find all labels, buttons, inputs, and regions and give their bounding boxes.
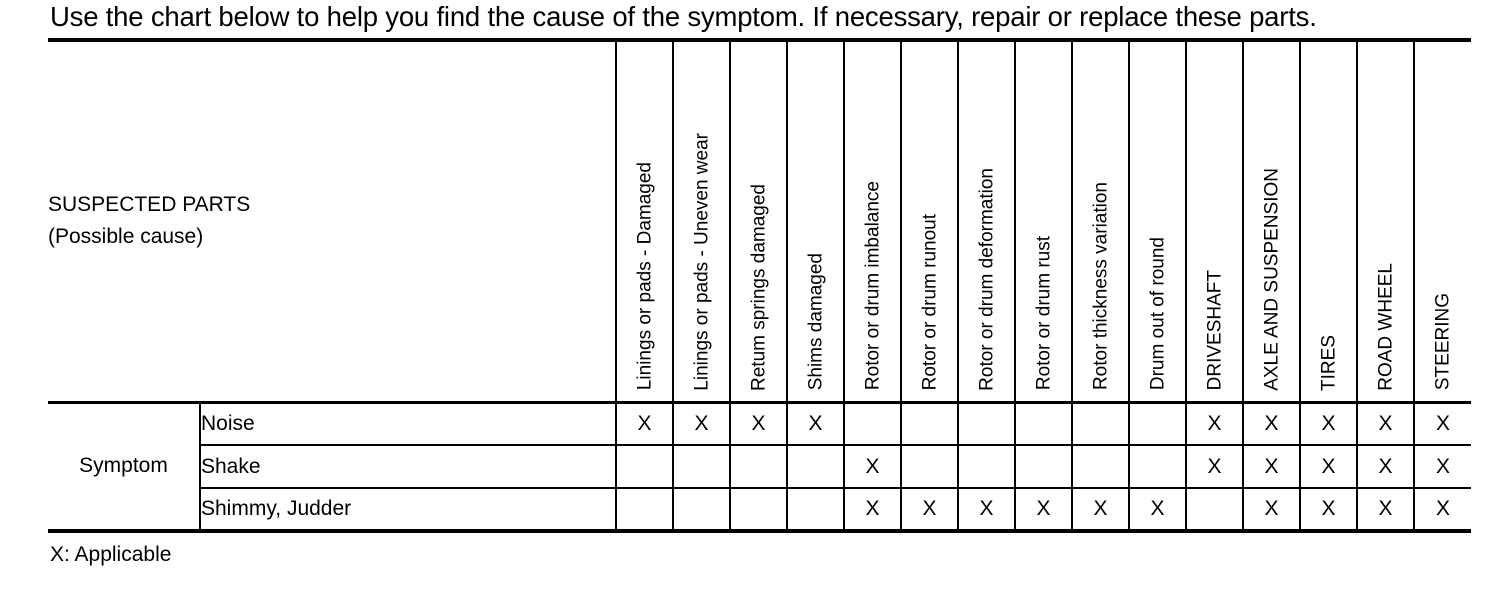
applicable-mark-cell: [844, 402, 901, 445]
suspected-parts-header: [48, 40, 616, 402]
applicable-mark-cell: X: [958, 488, 1015, 531]
applicable-mark-cell: X: [787, 402, 844, 445]
legend-note: X: Applicable: [50, 543, 172, 566]
applicable-mark-cell: [616, 445, 673, 488]
symptom-label: Noise: [200, 402, 616, 445]
table-row: [48, 402, 1471, 445]
applicable-mark-cell: X: [1186, 445, 1243, 488]
part-column-header: [673, 40, 730, 402]
applicable-mark-cell: X: [730, 402, 787, 445]
applicable-mark-cell: [730, 445, 787, 488]
applicable-mark-cell: [673, 445, 730, 488]
table-row: [48, 488, 1471, 531]
applicable-mark-cell: [787, 445, 844, 488]
part-column-header: [1357, 40, 1414, 402]
part-label: Drum out of round: [1147, 237, 1168, 391]
part-column-header: [958, 40, 1015, 402]
applicable-mark-cell: X: [1186, 402, 1243, 445]
part-column-header: [1243, 40, 1300, 402]
table-header-row: [48, 40, 1471, 402]
applicable-mark-cell: X: [1243, 488, 1300, 531]
page-title: Use the chart below to help you find the cause of the symptom. If necessary, repair or replace these parts.: [50, 1, 1317, 32]
symptom-label: Shimmy, Judder: [200, 488, 616, 531]
part-column-header: [1072, 40, 1129, 402]
applicable-mark-cell: [1072, 402, 1129, 445]
part-label: Rotor or drum deformation: [976, 167, 997, 391]
applicable-mark-cell: X: [1300, 402, 1357, 445]
applicable-mark-cell: X: [1129, 488, 1186, 531]
applicable-mark-cell: X: [1357, 402, 1414, 445]
applicable-mark-cell: [958, 445, 1015, 488]
part-column-header: [1186, 40, 1243, 402]
table-row: [48, 445, 1471, 488]
part-column-header: [1129, 40, 1186, 402]
part-label: Shims damaged: [805, 253, 826, 391]
applicable-mark-cell: X: [616, 402, 673, 445]
part-column-header: [844, 40, 901, 402]
applicable-mark-cell: X: [1243, 402, 1300, 445]
part-column-header: [730, 40, 787, 402]
part-label: DRIVESHAFT: [1204, 270, 1225, 391]
applicable-mark-cell: [1015, 445, 1072, 488]
applicable-mark-cell: [787, 488, 844, 531]
applicable-mark-cell: [1129, 402, 1186, 445]
applicable-mark-cell: X: [673, 402, 730, 445]
applicable-mark-cell: X: [1300, 445, 1357, 488]
part-column-header: [1015, 40, 1072, 402]
applicable-mark-cell: X: [1072, 488, 1129, 531]
part-label: Linings or pads - Uneven wear: [691, 132, 712, 391]
applicable-mark-cell: [901, 402, 958, 445]
part-label: AXLE AND SUSPENSION: [1261, 167, 1282, 391]
suspected-parts-label: SUSPECTED PARTS: [48, 193, 251, 217]
part-label: Linings or pads - Damaged: [634, 162, 655, 391]
applicable-mark-cell: X: [1414, 445, 1471, 488]
applicable-mark-cell: X: [1243, 445, 1300, 488]
applicable-mark-cell: [673, 488, 730, 531]
applicable-mark-cell: [1186, 488, 1243, 531]
applicable-mark-cell: X: [901, 488, 958, 531]
part-label: TIRES: [1318, 334, 1339, 391]
applicable-mark-cell: [1129, 445, 1186, 488]
applicable-mark-cell: X: [1414, 402, 1471, 445]
applicable-mark-cell: X: [1357, 488, 1414, 531]
applicable-mark-cell: [730, 488, 787, 531]
applicable-mark-cell: [901, 445, 958, 488]
symptom-label: Shake: [200, 445, 616, 488]
part-label: Rotor or drum imbalance: [862, 181, 883, 391]
part-label: Rotor thickness variation: [1090, 182, 1111, 391]
applicable-mark-cell: [958, 402, 1015, 445]
part-label: Rotor or drum rust: [1033, 236, 1054, 391]
part-column-header: [1300, 40, 1357, 402]
applicable-mark-cell: [616, 488, 673, 531]
applicable-mark-cell: X: [1015, 488, 1072, 531]
part-column-header: [1414, 40, 1471, 402]
part-label: Rotor or drum runout: [919, 214, 940, 391]
part-label: ROAD WHEEL: [1375, 262, 1396, 391]
part-column-header: [616, 40, 673, 402]
part-column-header: [787, 40, 844, 402]
applicable-mark-cell: X: [1357, 445, 1414, 488]
applicable-mark-cell: [1072, 445, 1129, 488]
part-label: Retum springs damaged: [748, 183, 769, 391]
applicable-mark-cell: X: [844, 445, 901, 488]
diagnosis-chart: [48, 38, 1471, 533]
applicable-mark-cell: X: [1300, 488, 1357, 531]
applicable-mark-cell: X: [844, 488, 901, 531]
applicable-mark-cell: X: [1414, 488, 1471, 531]
part-label: STEERING: [1432, 293, 1454, 391]
applicable-mark-cell: [1015, 402, 1072, 445]
possible-cause-label: (Possible cause): [48, 225, 204, 249]
part-column-header: [901, 40, 958, 402]
symptom-group-label: Symptom: [48, 402, 200, 531]
